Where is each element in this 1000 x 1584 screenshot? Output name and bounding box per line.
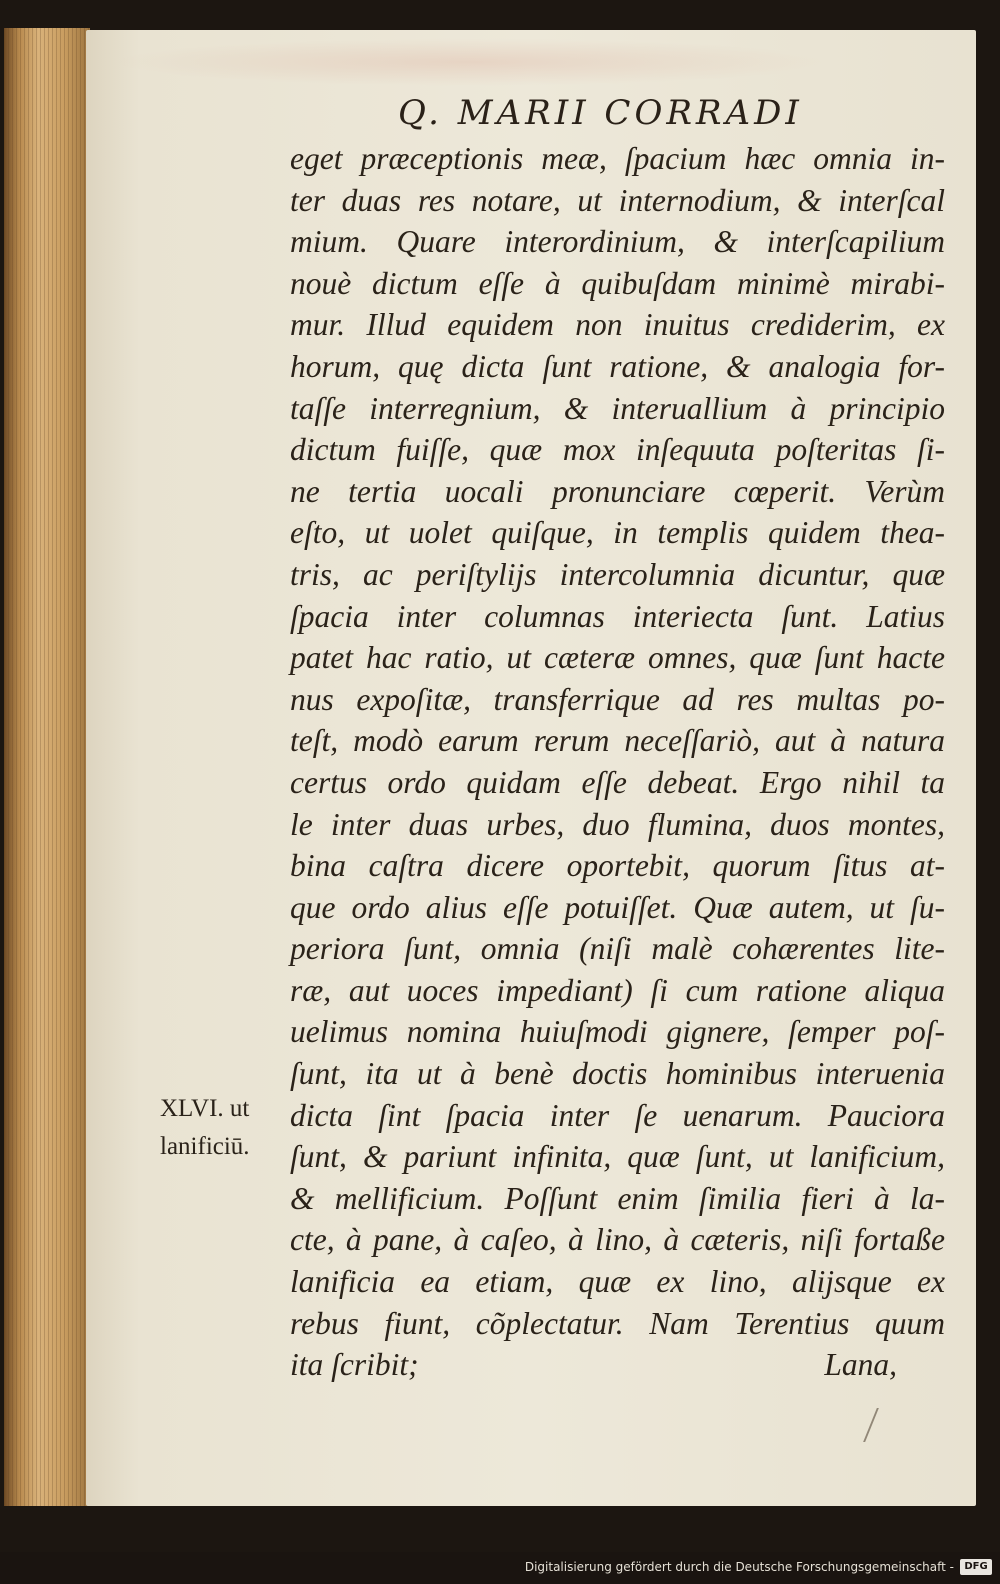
margin-note <box>160 1090 250 1166</box>
book-edge <box>4 28 90 1506</box>
text-line: que ordo alius eſſe potuiſſet. Quæ autem, ut ſu- <box>290 889 945 925</box>
text-line: ſunt, & pariunt infinita, quæ ſunt, ut lanificium, <box>290 1139 945 1175</box>
text-line: cte, à pane, à caſeo, à lino, à cæteris, niſi fortaße <box>290 1222 945 1258</box>
text-line: bina caſtra dicere oportebit, quorum ſitus at- <box>290 848 945 884</box>
text-line: ſpacia inter columnas interiecta ſunt. Latius <box>290 598 945 634</box>
text-line: nouè dictum eſſe à quibuſdam minimè mirabi- <box>290 265 945 301</box>
text-line: mur. Illud equidem non inuitus crediderim, ex <box>290 307 945 343</box>
text-line: ſunt, ita ut à benè doctis hominibus interuenia <box>290 1056 945 1092</box>
text-line: lanificia ea etiam, quæ ex lino, alijsque ex <box>290 1264 945 1300</box>
text-line: uelimus nomina huiuſmodi gignere, ſemper poſ- <box>290 1014 945 1050</box>
text-line: eſto, ut uolet quiſque, in templis quidem thea- <box>290 515 945 551</box>
margin-note-line: lanificiū. <box>160 1133 250 1160</box>
text-line: ter duas res notare, ut internodium, & interſcal <box>290 182 945 218</box>
body-text <box>290 138 945 1386</box>
last-line-row <box>290 1344 945 1386</box>
text-line: periora ſunt, omnia (niſi malè cohærentes lite- <box>290 931 945 967</box>
dfg-logo: DFG <box>960 1559 992 1575</box>
footer-credit: Digitalisierung gefördert durch die Deutsche Forschungsgemeinschaft - <box>524 1560 954 1574</box>
text-line: tris, ac periſtylijs intercolumnia dicuntur, quæ <box>290 556 945 592</box>
text-line: dictum fuiſſe, quæ mox inſequuta poſteritas ſi- <box>290 432 945 468</box>
text-line: horum, quę dicta ſunt ratione, & analogia for- <box>290 348 945 384</box>
text-line: patet hac ratio, ut cæteræ omnes, quæ ſunt hacte <box>290 640 945 676</box>
page-stain <box>110 38 830 86</box>
text-line: dicta ſint ſpacia inter ſe uenarum. Pauciora <box>290 1097 945 1133</box>
running-title: Q. MARII CORRADI <box>398 93 803 133</box>
last-line-text: ita ſcribit; <box>290 1347 419 1383</box>
text-line: certus ordo quidam eſſe debeat. Ergo nihil ta <box>290 764 945 800</box>
text-line: le inter duas urbes, duo flumina, duos montes, <box>290 806 945 842</box>
text-line: nus expoſitæ, transferrique ad res multas po- <box>290 681 945 717</box>
text-line: eget præceptionis meæ, ſpacium hæc omnia in- <box>290 141 945 176</box>
catchword: Lana, <box>824 1347 897 1383</box>
text-line: teſt, modò earum rerum neceſſariò, aut à natura <box>290 723 945 759</box>
text-line: taſſe interregnium, & interuallium à principio <box>290 390 945 426</box>
text-line: mium. Quare interordinium, & interſcapilium <box>290 224 945 260</box>
text-line: rebus fiunt, cõplectatur. Nam Terentius quum <box>290 1305 945 1341</box>
text-line: & mellificium. Poſſunt enim ſimilia fieri à la- <box>290 1180 945 1216</box>
text-line: ne tertia uocali pronunciare cœperit. Verùm <box>290 473 945 509</box>
margin-note-line: XLVI. ut <box>160 1095 250 1122</box>
text-line: ræ, aut uoces impediant) ſi cum ratione aliqua <box>290 972 945 1008</box>
